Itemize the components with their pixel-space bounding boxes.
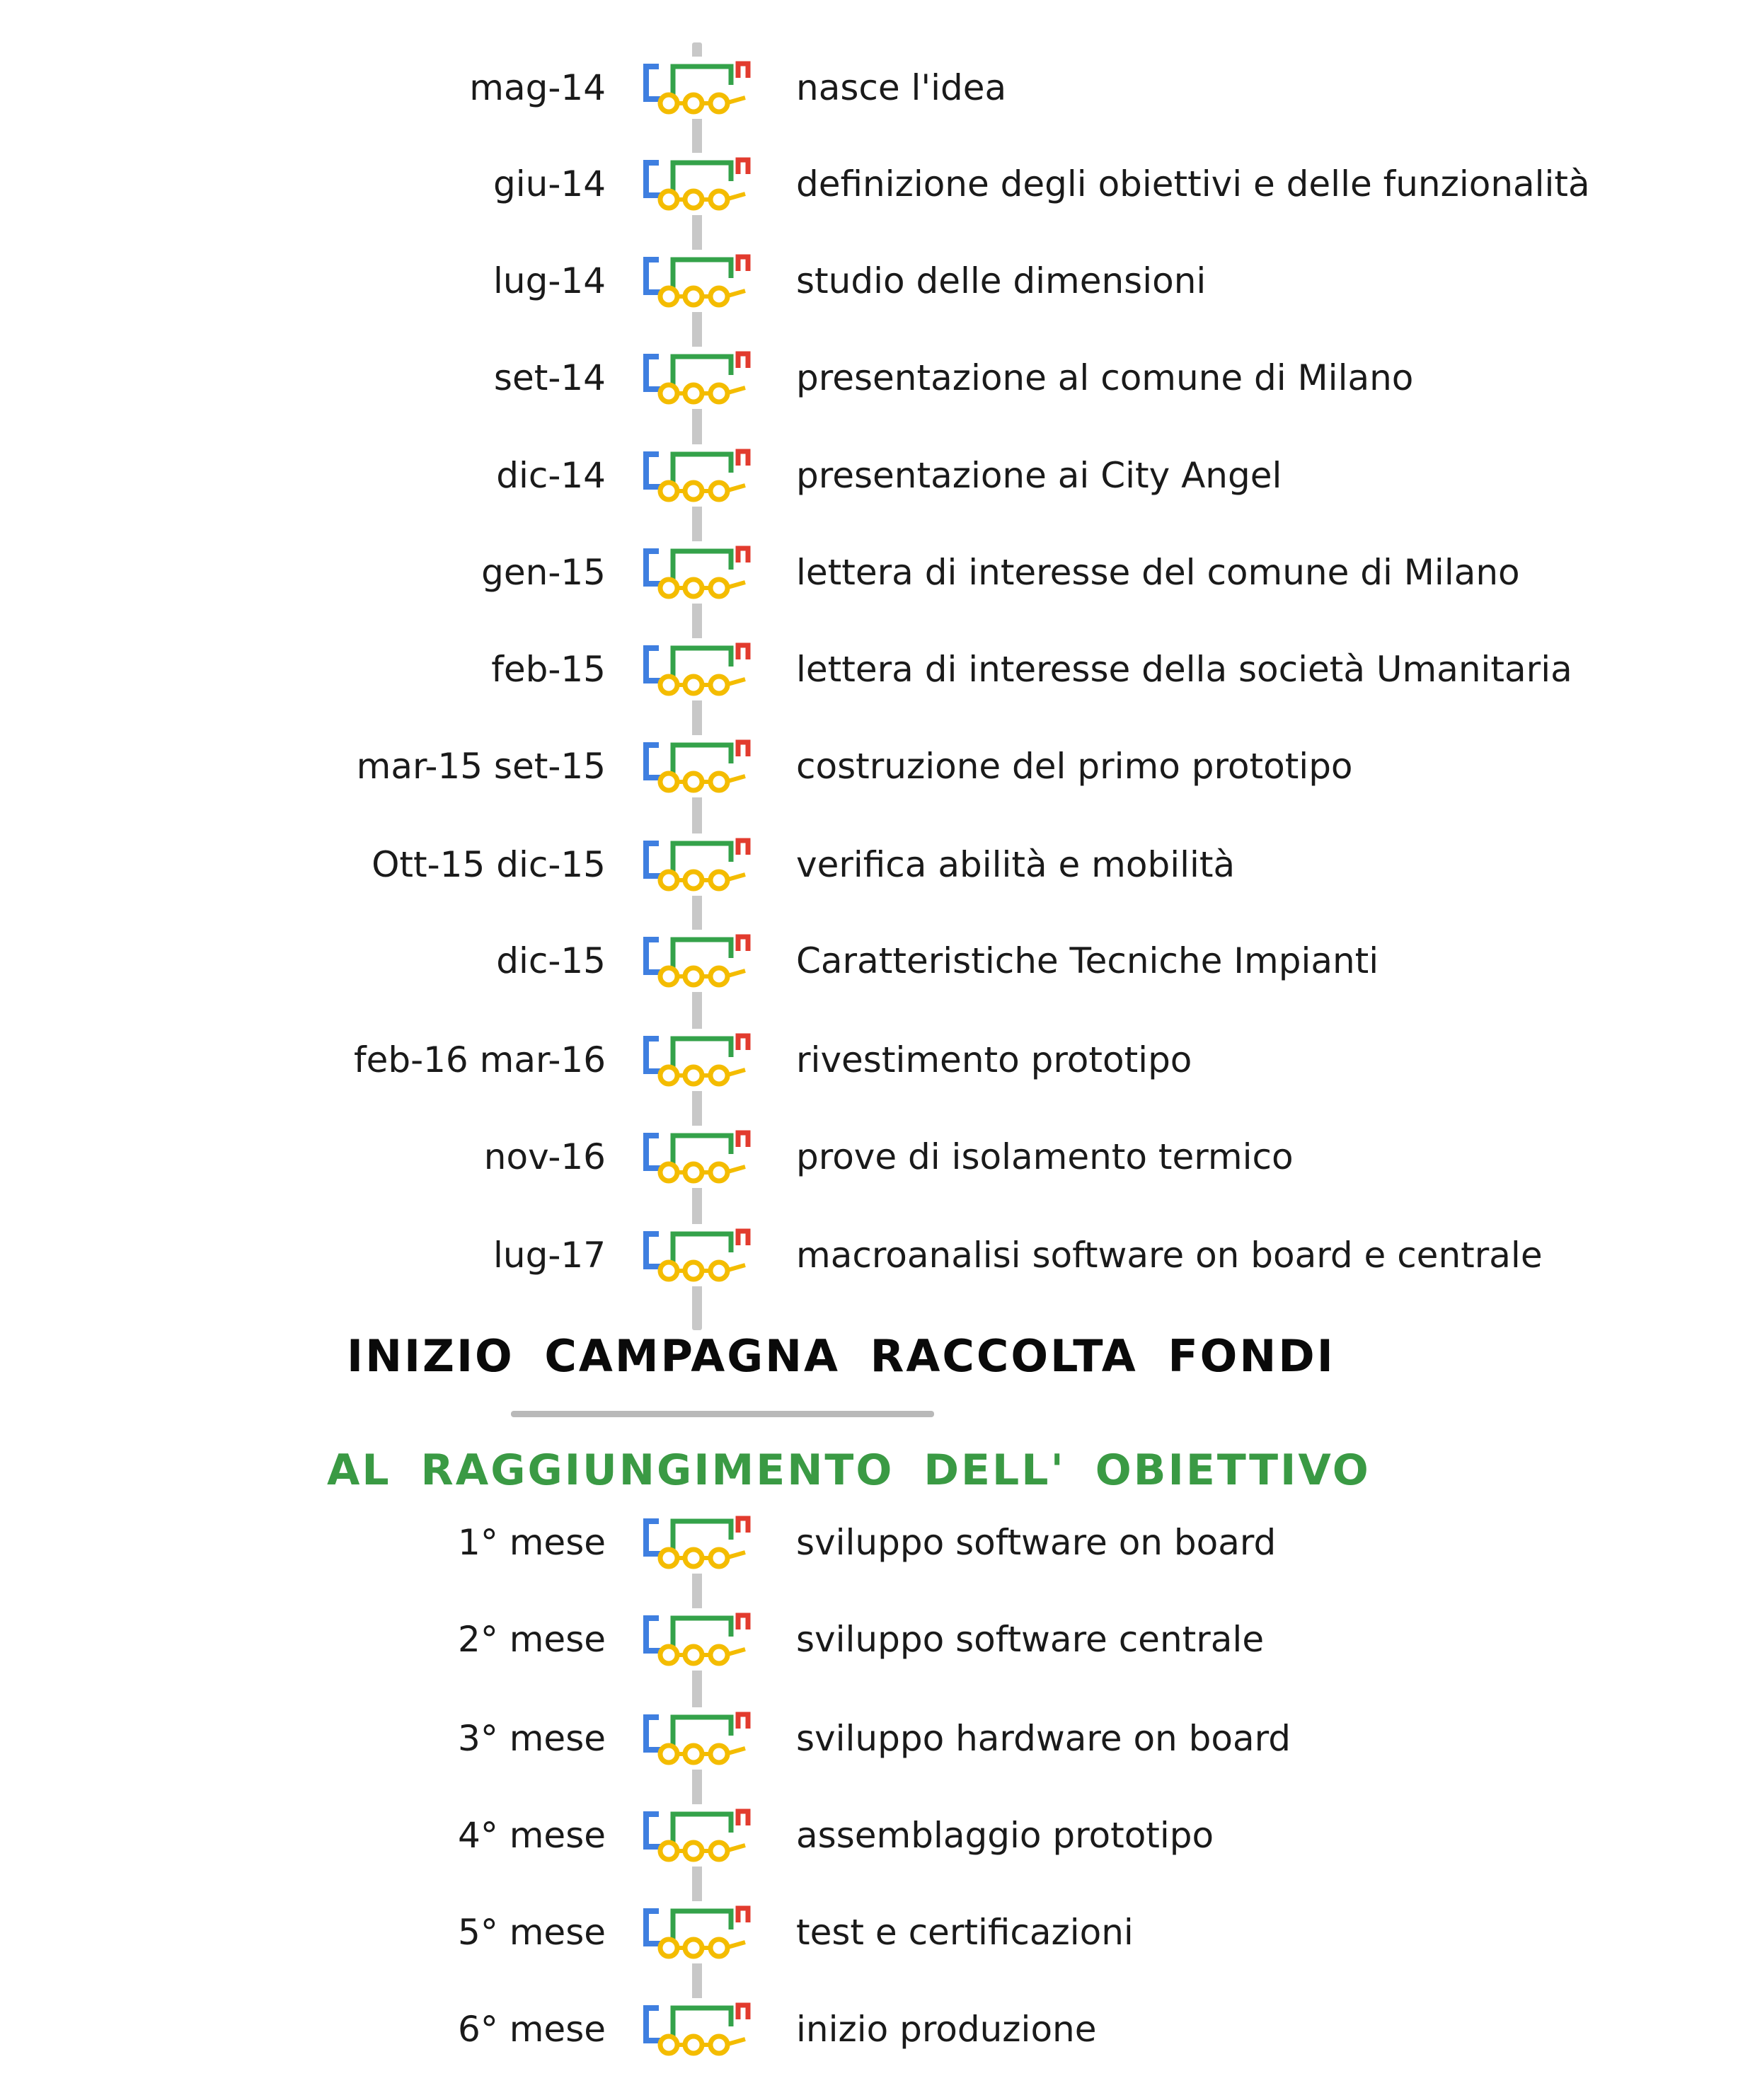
plan-month: 1° mese [458,1522,606,1563]
timeline-row [0,634,1738,705]
cart-logo-icon [640,1029,754,1091]
cart-logo-icon [640,1126,754,1188]
timeline-date: lug-17 [493,1235,606,1276]
plan-row [0,1994,1738,2065]
plan-month: 5° mese [458,1912,606,1953]
plan-row [0,1703,1738,1774]
timeline-description: Caratteristiche Tecniche Impianti [796,940,1379,981]
timeline-row [0,731,1738,802]
timeline-description: costruzione del primo prototipo [796,746,1353,787]
timeline-row [0,1025,1738,1095]
cart-logo-icon [640,735,754,797]
timeline-date: set-14 [493,357,606,398]
timeline-description: nasce l'idea [796,67,1007,108]
timeline-description: rivestimento prototipo [796,1039,1192,1080]
plan-description: inizio produzione [796,2009,1097,2050]
timeline-row [0,537,1738,608]
timeline-date: lug-14 [493,260,606,301]
timeline-description: macroanalisi software on board e centrale [796,1235,1543,1276]
timeline-date: giu-14 [493,163,606,204]
cart-logo-icon [640,1998,754,2060]
plan-month: 2° mese [458,1619,606,1660]
timeline-row [0,52,1738,123]
timeline-date: feb-15 [491,649,606,690]
timeline-date: dic-14 [496,455,606,496]
timeline-description: lettera di interesse del comune di Milano [796,552,1520,593]
cart-logo-icon [640,1901,754,1963]
goal-heading: AL RAGGIUNGIMENTO DELL' OBIETTIVO [327,1446,1371,1495]
plan-row [0,1800,1738,1871]
timeline-row [0,1220,1738,1291]
timeline-description: definizione degli obiettivi e delle funzionalità [796,163,1590,204]
plan-month: 6° mese [458,2009,606,2050]
cart-logo-icon [640,347,754,409]
timeline-description: presentazione al comune di Milano [796,357,1414,398]
plan-description: sviluppo hardware on board [796,1718,1291,1759]
timeline-date: gen-15 [481,552,606,593]
timeline-row [0,342,1738,413]
cart-logo-icon [640,1804,754,1867]
cart-logo-icon [640,250,754,312]
timeline-row [0,440,1738,511]
timeline-date: mar-15 set-15 [356,746,606,787]
cart-logo-icon [640,444,754,507]
timeline-date: mag-14 [469,67,606,108]
plan-row [0,1507,1738,1578]
timeline-date: Ott-15 dic-15 [372,844,606,885]
timeline-description: verifica abilità e mobilità [796,844,1236,885]
timeline-date: dic-15 [496,940,606,981]
timeline-row [0,1121,1738,1192]
section-divider [511,1411,934,1417]
timeline-row [0,925,1738,996]
cart-logo-icon [640,153,754,215]
cart-logo-icon [640,833,754,896]
cart-logo-icon [640,1608,754,1671]
plan-description: test e certificazioni [796,1912,1134,1953]
timeline-row [0,829,1738,900]
plan-month: 3° mese [458,1718,606,1759]
plan-month: 4° mese [458,1815,606,1856]
cart-logo-icon [640,638,754,700]
fundraising-heading: INIZIO CAMPAGNA RACCOLTA FONDI [347,1330,1335,1382]
timeline-date: feb-16 mar-16 [353,1039,606,1080]
cart-logo-icon [640,1224,754,1286]
cart-logo-icon [640,541,754,604]
timeline-row [0,149,1738,219]
timeline-date: nov-16 [483,1136,606,1177]
cart-logo-icon [640,57,754,119]
plan-row [0,1897,1738,1968]
cart-logo-icon [640,930,754,992]
plan-row [0,1604,1738,1675]
timeline-description: lettera di interesse della società Umanitaria [796,649,1572,690]
cart-logo-icon [640,1707,754,1770]
timeline-row [0,246,1738,316]
plan-description: sviluppo software centrale [796,1619,1265,1660]
plan-description: sviluppo software on board [796,1522,1277,1563]
cart-logo-icon [640,1511,754,1574]
timeline-description: presentazione ai City Angel [796,455,1282,496]
timeline-description: prove di isolamento termico [796,1136,1294,1177]
timeline-description: studio delle dimensioni [796,260,1207,301]
plan-description: assemblaggio prototipo [796,1815,1214,1856]
